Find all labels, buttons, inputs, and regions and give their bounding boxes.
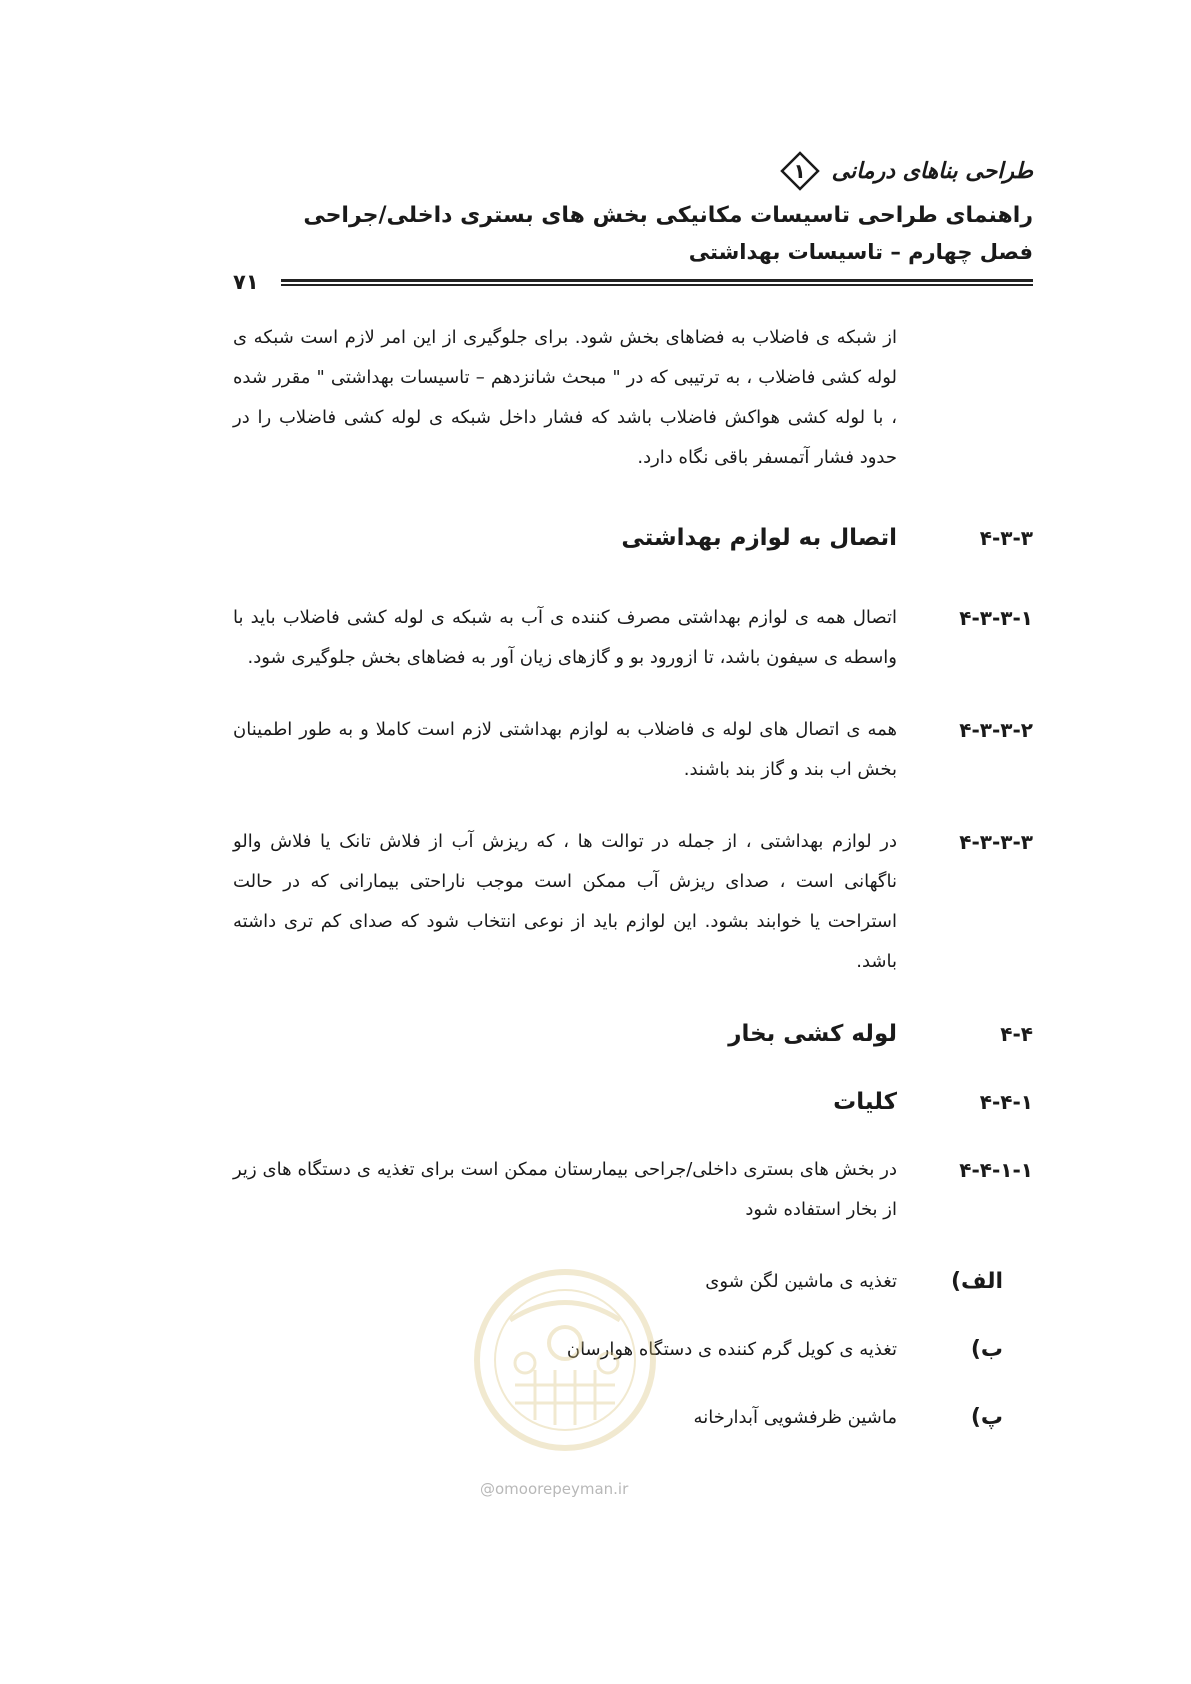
series-title: طراحی بناهای درمانی [831,158,1033,184]
section-number: ۴-۳-۳ [979,526,1033,550]
clause-text: در بخش های بستری داخلی/جراحی بیمارستان ممکن است برای تغذیه ی دستگاه های زیر از بخار استفاده شود [233,1159,897,1220]
double-rule [281,279,1033,286]
clause [233,822,1033,982]
section-number: ۴-۴ [1000,1022,1033,1046]
section-number: ۴-۴-۱ [979,1090,1033,1114]
volume-number: ۱ [793,159,806,183]
clause [233,710,1033,790]
section-heading [233,1014,1033,1054]
clause-text: همه ی اتصال های لوله ی فاضلاب به لوازم بهداشتی لازم است کاملا و به طور اطمینان بخش اب بند و گاز بند باشند. [233,719,897,780]
clause-number: ۴-۳-۳-۲ [959,718,1033,742]
clause-text: در لوازم بهداشتی ، از جمله در توالت ها ، که ریزش آب از فلاش تانک یا فلاش والو ناگهانی است ، صدای ریزش آب ممکن است موجب ناراحتی بیمارانی که در حالت استراحت یا خوابند بشود. این لوازم باید از نوعی انتخاب شود که صدای کم تری داشته باشد. [233,831,897,972]
series-line [233,148,1033,194]
list-item-label: ب) [970,1337,1003,1362]
intro-paragraph: از شبکه ی فاضلاب به فضاهای بخش شود. برای جلوگیری از این امر لازم است شبکه ی لوله کشی فاضلاب ، به ترتیبی که در " مبحث شانزدهم – تاسیسات بهداشتی " مقرر شده ، با لوله کشی هواکش فاضلاب باشد که فشار داخل شبکه ی لوله کشی فاضلاب را در حدود فشار آتمسفر باقی نگاه دارد. [233,327,897,468]
section-heading [233,1082,1033,1122]
list-item-label: پ) [970,1405,1003,1430]
list-item-text: تغذیه ی کویل گرم کننده ی دستگاه هوارسان [566,1339,897,1360]
list-item-text: تغذیه ی ماشین لگن شوی [705,1271,897,1292]
guide-title: راهنمای طراحی تاسیسات مکانیکی بخش های بستری داخلی/جراحی [303,203,1033,228]
page-number: ۷۱ [233,270,259,294]
watermark-url: @omoorepeyman.ir [480,1480,629,1498]
clause-text: اتصال همه ی لوازم بهداشتی مصرف کننده ی آب به شبکه ی لوله کشی فاضلاب باید با واسطه ی سیفون باشد، تا ازورود بو و گازهای زیان آور به فضاهای بخش جلوگیری شود. [233,607,897,668]
clause [233,598,1033,678]
clause-number: ۴-۳-۳-۱ [959,606,1033,630]
watermark-seal-icon [470,1265,660,1455]
list-item-label: الف) [950,1269,1003,1294]
page-header [233,148,1033,270]
clause-number: ۴-۳-۳-۳ [959,830,1033,854]
section-heading [233,518,1033,558]
clause [233,1150,1033,1230]
section-title: اتصال به لوازم بهداشتی [621,525,897,551]
volume-diamond-icon [780,151,820,191]
header-rule [233,270,1033,294]
chapter-title: فصل چهارم – تاسیسات بهداشتی [688,240,1033,264]
section-title: لوله کشی بخار [728,1021,897,1047]
section-title: کلیات [833,1089,897,1115]
list-item-text: ماشین ظرفشویی آبدارخانه [693,1407,897,1428]
clause-number: ۴-۴-۱-۱ [959,1158,1033,1182]
